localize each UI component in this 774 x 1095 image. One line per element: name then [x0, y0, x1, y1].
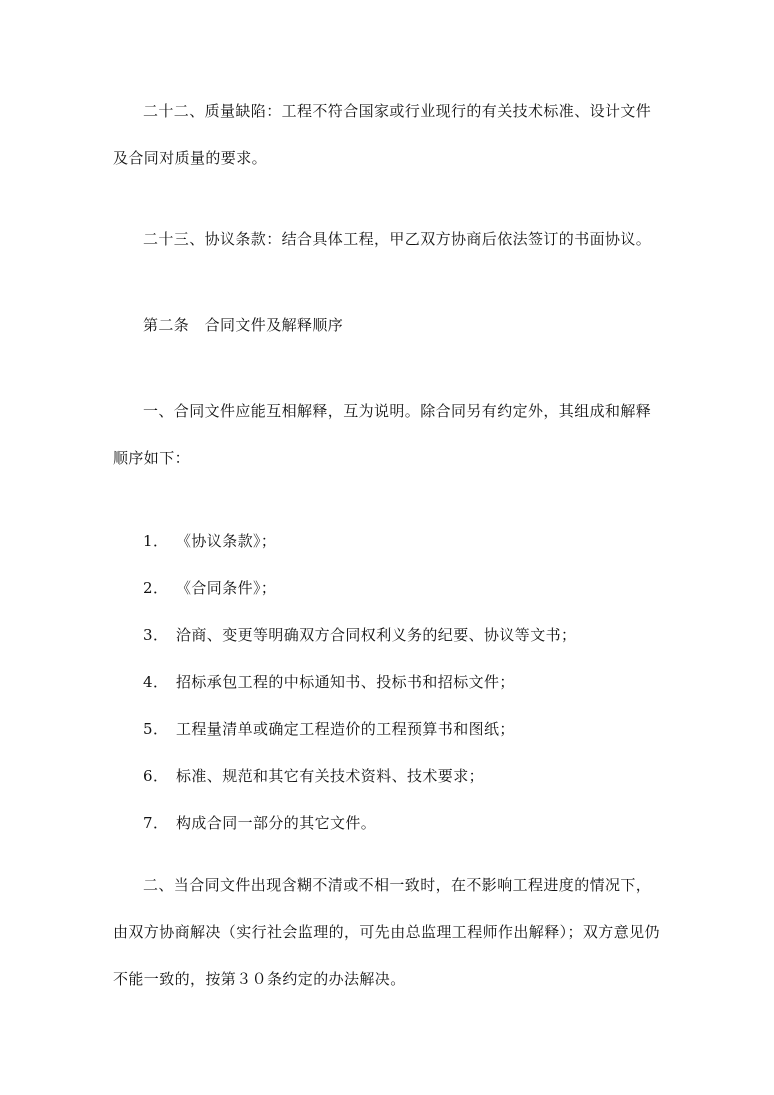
list-item	[143, 518, 576, 565]
article-2-heading: 第二条 合同文件及解释顺序	[143, 316, 344, 334]
list-item-text: 洽商、变更等明确双方合同权利义务的纪要、协议等文书；	[176, 626, 577, 644]
list-item	[143, 800, 576, 847]
list-item	[143, 706, 576, 753]
list-item-number: 6．	[143, 767, 169, 785]
list-item-text: 招标承包工程的中标通知书、投标书和招标文件；	[176, 673, 515, 691]
clause-23-paragraph: 二十三、协议条款：结合具体工程，甲乙双方协商后依法签订的书面协议。	[143, 230, 652, 248]
clause-22-paragraph: 二十二、质量缺陷：工程不符合国家或行业现行的有关技术标准、设计文件及合同对质量的要求。	[113, 102, 652, 167]
list-item-number: 1．	[143, 532, 169, 550]
list-item-number: 4．	[143, 673, 169, 691]
list-item-text: 工程量清单或确定工程造价的工程预算书和图纸；	[176, 720, 515, 738]
list-item-number: 5．	[143, 720, 169, 738]
list-item-number: 7．	[143, 814, 169, 832]
list-item-text: 《合同条件》；	[176, 579, 277, 597]
list-item-text: 标准、规范和其它有关技术资料、技术要求；	[176, 767, 485, 785]
section-1-paragraph: 一、合同文件应能互相解释，互为说明。除合同另有约定外，其组成和解释顺序如下：	[113, 402, 652, 467]
list-item-number: 2．	[143, 579, 169, 597]
list-item-number: 3．	[143, 626, 169, 644]
list-item	[143, 565, 576, 612]
list-item-text: 构成合同一部分的其它文件。	[176, 814, 377, 832]
section-2-paragraph: 二、当合同文件出现含糊不清或不相一致时，在不影响工程进度的情况下，由双方协商解决（实行社会监理的，可先由总监理工程师作出解释）；双方意见仍不能一致的，按第３０条约定的办法解决。	[113, 876, 660, 988]
list-item	[143, 753, 576, 800]
document-order-list	[143, 518, 576, 847]
list-item	[143, 612, 576, 659]
list-item	[143, 659, 576, 706]
list-item-text: 《协议条款》；	[176, 532, 277, 550]
